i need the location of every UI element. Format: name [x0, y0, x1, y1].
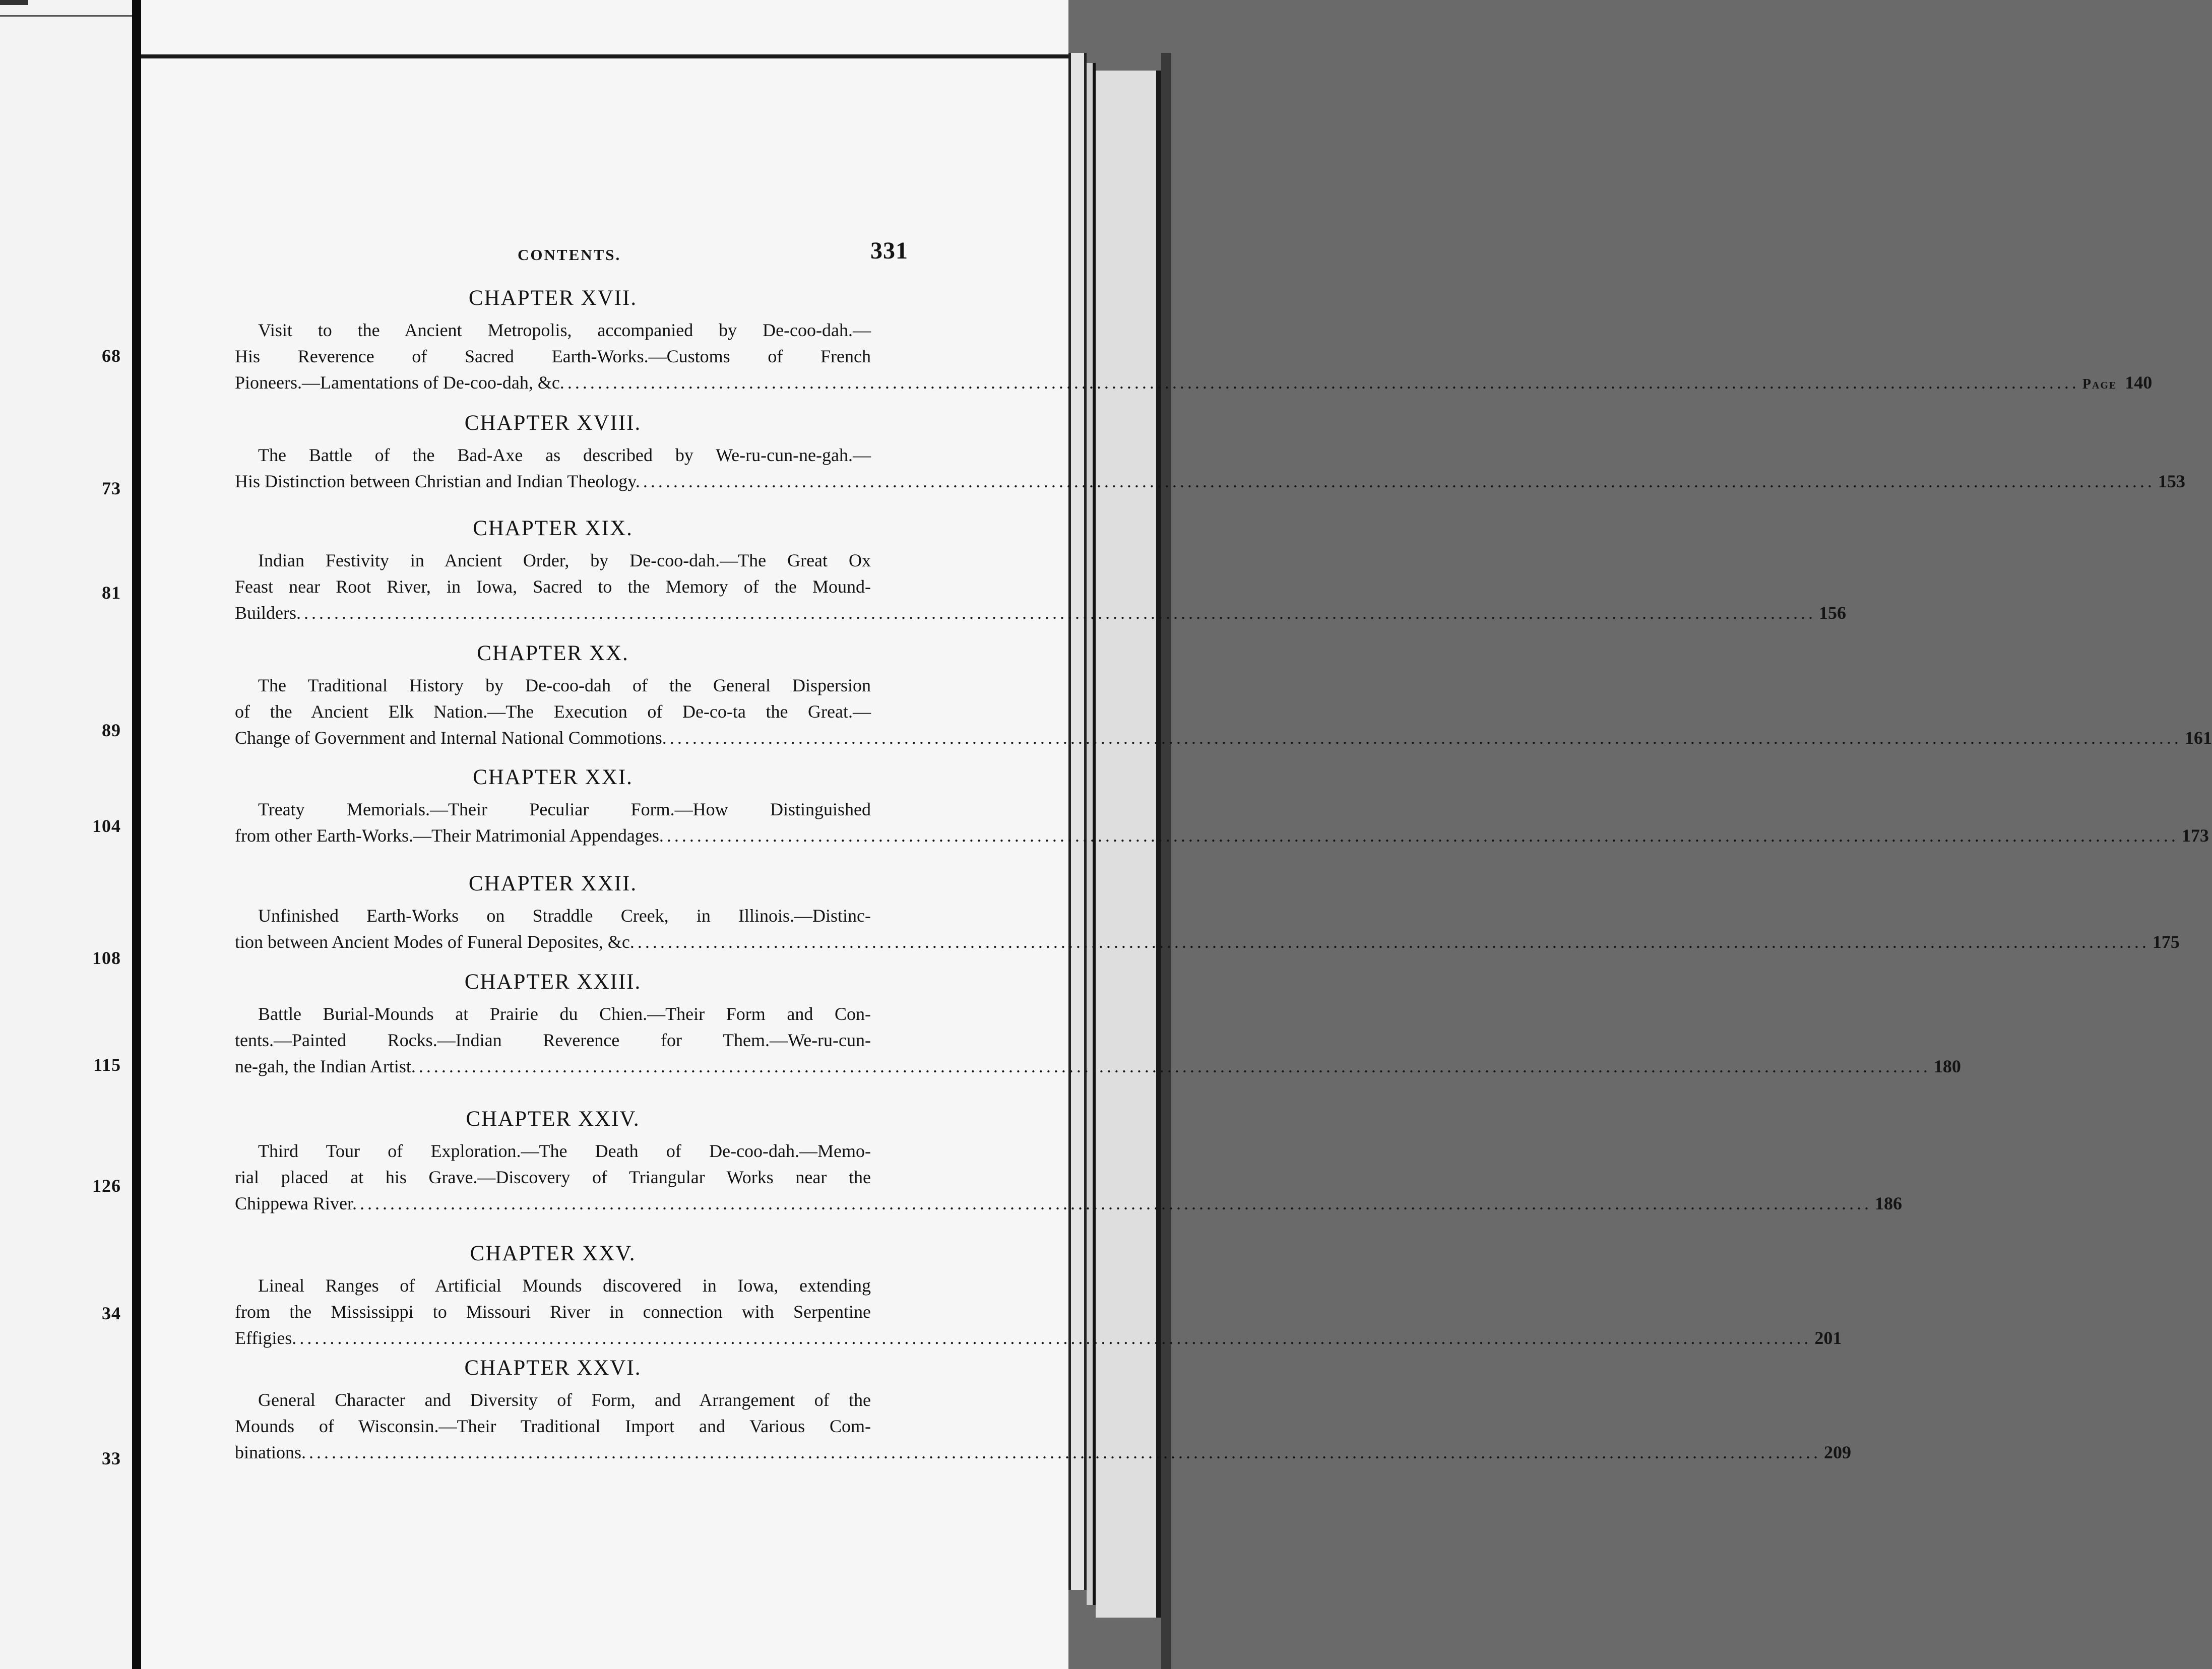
toc-entry-line: Pioneers.—Lamentations of De-coo-dah, &c. — [235, 372, 564, 393]
facing-page-left — [0, 0, 132, 1669]
toc-entry-line: Treaty Memorials.—Their Peculiar Form.—How Distinguished — [258, 799, 871, 819]
chapter-heading: CHAPTER XIX. — [473, 517, 633, 540]
toc-entry-final-line — [235, 1325, 1842, 1351]
facing-page-number: 89 — [102, 720, 121, 740]
chapter-heading: CHAPTER XVIII. — [464, 411, 642, 435]
chapter-heading: CHAPTER XXIV. — [466, 1107, 640, 1131]
chapter-page-number: 201 — [1814, 1328, 1842, 1348]
chapter-page-number: 161 — [2184, 728, 2212, 748]
toc-entry-final-line — [235, 822, 2209, 849]
page-top-rule — [0, 15, 132, 17]
facing-page-number: 104 — [92, 816, 121, 836]
chapter-heading: CHAPTER XX. — [477, 641, 629, 665]
facing-page-number: 68 — [102, 346, 121, 366]
toc-entry-final-line — [235, 1439, 1851, 1465]
toc-entry-line: Effigies. — [235, 1328, 297, 1348]
dot-leader: ........................................................................................................................................................................................................ — [637, 932, 2150, 952]
chapter-heading: CHAPTER XXI. — [473, 765, 633, 789]
toc-entry-final-line — [235, 929, 2180, 955]
toc-entry-line: General Character and Diversity of Form, and Arrangement of the — [258, 1390, 871, 1410]
dot-leader: ........................................................................................................................................................................................................ — [309, 1442, 1821, 1462]
chapter-heading: CHAPTER XXII. — [468, 872, 638, 895]
toc-entry-line: Feast near Root River, in Iowa, Sacred to the Memory of the Mound- — [235, 576, 871, 597]
toc-entry-line: Unfinished Earth-Works on Straddle Creek, in Illinois.—Distinc- — [258, 906, 871, 926]
toc-entry-final-line — [235, 725, 2212, 751]
page-number: 331 — [870, 237, 908, 264]
chapter-page-number: 153 — [2158, 471, 2185, 491]
toc-entry-line: tents.—Painted Rocks.—Indian Reverence for Them.—We-ru-cun- — [235, 1030, 871, 1050]
chapter-page-number: 209 — [1824, 1442, 1851, 1462]
dot-leader: ........................................................................................................................................................................................................ — [643, 471, 2155, 491]
dot-leader: ........................................................................................................................................................................................................ — [666, 825, 2179, 846]
toc-entry-line: His Distinction between Christian and Indian Theology. — [235, 471, 640, 491]
binding-gutter — [132, 0, 141, 1669]
toc-entry-line: Visit to the Ancient Metropolis, accompanied by De-coo-dah.— — [258, 320, 871, 340]
chapter-page-number: 175 — [2152, 932, 2180, 952]
toc-entry-line: Change of Government and Internal National Commotions. — [235, 728, 667, 748]
toc-entry-line: from the Mississippi to Missouri River in connection with Serpentine — [235, 1302, 871, 1322]
toc-entry-line: Indian Festivity in Ancient Order, by De-coo-dah.—The Great Ox — [258, 550, 871, 570]
chapter-page-number: 173 — [2181, 825, 2209, 846]
toc-entry-line: Mounds of Wisconsin.—Their Traditional Import and Various Com- — [235, 1416, 871, 1436]
toc-entry-final-line — [235, 1190, 1902, 1216]
toc-entry-line: ne-gah, the Indian Artist. — [235, 1056, 416, 1076]
facing-page-number: 33 — [102, 1448, 121, 1468]
toc-entry-final-line — [235, 600, 1846, 626]
toc-entry-line: Chippewa River. — [235, 1193, 357, 1213]
toc-entry-line: The Traditional History by De-coo-dah of the General Dispersion — [258, 675, 871, 695]
toc-entry-line: of the Ancient Elk Nation.—The Execution of De-co-ta the Great.— — [235, 701, 871, 722]
dot-leader: ........................................................................................................................................................................................................ — [304, 603, 1816, 623]
chapter-page-number: 140 — [2125, 372, 2153, 393]
stacked-page-edges — [1068, 53, 1171, 1669]
chapter-page-number: 180 — [1933, 1056, 1961, 1076]
toc-entry-line: binations. — [235, 1442, 306, 1462]
chapter-page-number: 186 — [1874, 1193, 1902, 1213]
page-edge — [1161, 53, 1171, 1669]
toc-entry-final-line — [235, 369, 2153, 396]
toc-entry-line: The Battle of the Bad-Axe as described by We-ru-cun-ne-gah.— — [258, 445, 871, 465]
toc-entry-line: Third Tour of Exploration.—The Death of De-coo-dah.—Memo- — [258, 1141, 871, 1161]
facing-page-number: 126 — [92, 1176, 121, 1196]
toc-entry-final-line — [235, 1053, 1961, 1079]
page-edge-mark — [0, 0, 28, 5]
dot-leader: ........................................................................................................................................................................................................ — [567, 372, 2079, 393]
toc-entry-line: His Reverence of Sacred Earth-Works.—Customs of French — [235, 346, 871, 366]
dot-leader: ........................................................................................................................................................................................................ — [299, 1328, 1812, 1348]
toc-entry-line: Builders. — [235, 603, 301, 623]
facing-page-number: 81 — [102, 583, 121, 603]
facing-page-number: 34 — [102, 1303, 121, 1323]
page-edge — [1068, 53, 1087, 1590]
toc-entry-line: Battle Burial-Mounds at Prairie du Chien.—Their Form and Con- — [258, 1004, 871, 1024]
chapter-page-number: 156 — [1819, 603, 1846, 623]
facing-page-number: 115 — [93, 1055, 121, 1075]
toc-entry-line: Lineal Ranges of Artificial Mounds discovered in Iowa, extending — [258, 1275, 871, 1296]
facing-page-number: 108 — [92, 948, 121, 968]
page-label: Page — [2082, 376, 2117, 392]
facing-page-number: 73 — [102, 478, 121, 498]
chapter-heading: CHAPTER XXIII. — [464, 970, 642, 994]
page-top-edge — [141, 54, 1068, 58]
chapter-heading: CHAPTER XXVI. — [464, 1356, 642, 1380]
dot-leader: ........................................................................................................................................................................................................ — [359, 1193, 1872, 1213]
toc-entry-final-line — [235, 468, 2185, 494]
dot-leader: ........................................................................................................................................................................................................ — [669, 728, 2182, 748]
chapter-heading: CHAPTER XVII. — [468, 286, 638, 310]
running-head: CONTENTS. — [518, 246, 621, 264]
dot-leader: ........................................................................................................................................................................................................ — [418, 1056, 1931, 1076]
chapter-heading: CHAPTER XXV. — [470, 1242, 636, 1265]
toc-entry-line: rial placed at his Grave.—Discovery of Triangular Works near the — [235, 1167, 871, 1187]
toc-entry-line: from other Earth-Works.—Their Matrimonial Appendages. — [235, 825, 664, 846]
toc-entry-line: tion between Ancient Modes of Funeral Deposites, &c. — [235, 932, 635, 952]
